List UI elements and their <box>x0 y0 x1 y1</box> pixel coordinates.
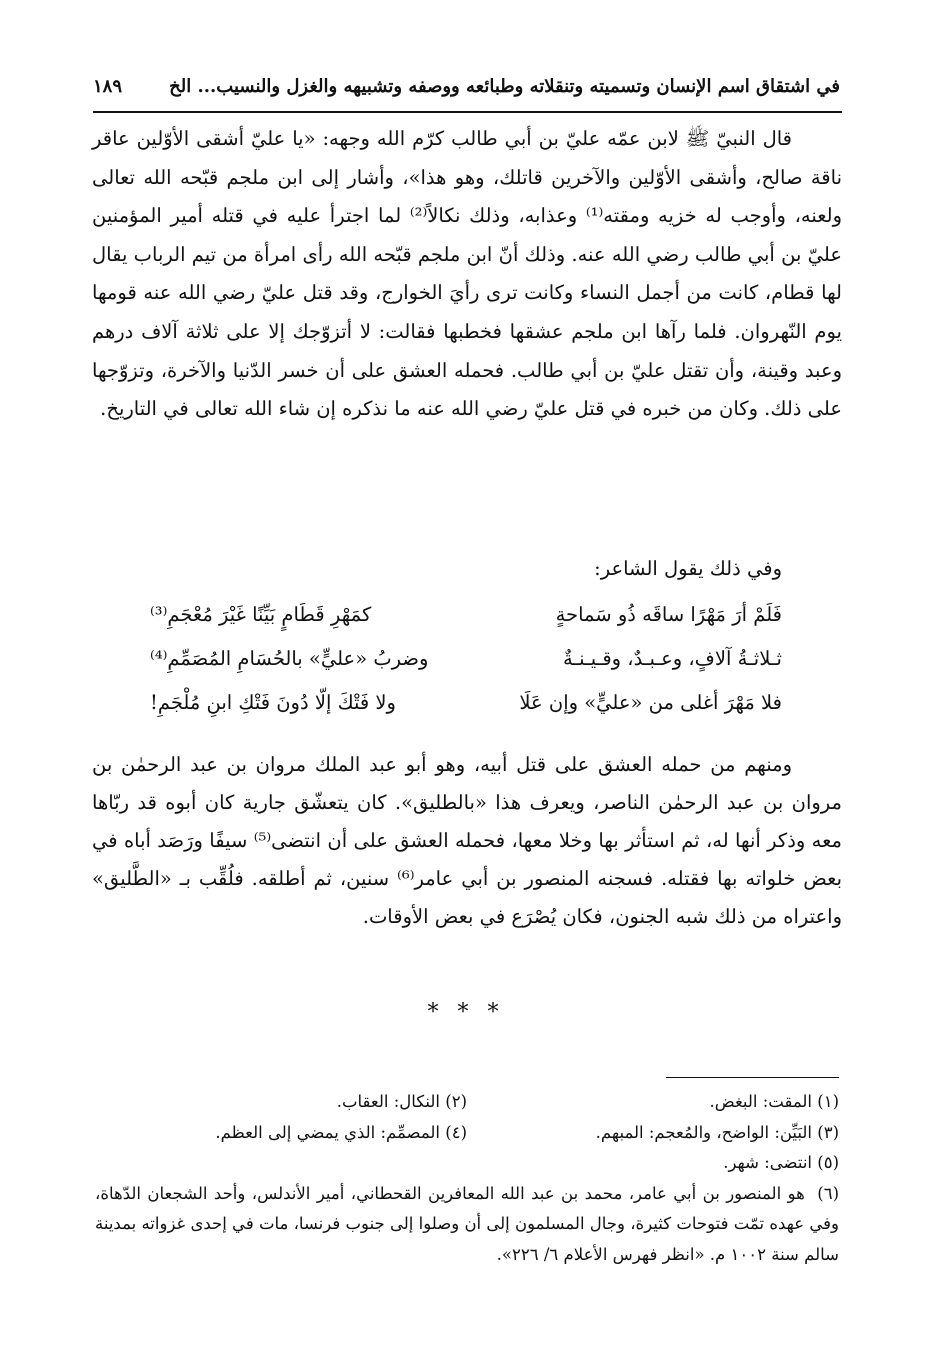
footnote-2: (٢) النكال: العقاب. <box>336 1092 467 1111</box>
verse-second-half: ولا فَتْكَ إلّا دُونَ فَتْكِ ابنِ مُلْجَمِ! <box>150 690 396 714</box>
paragraph-2: ومنهم من حمله العشق على قتل أبيه، وهو أبو عبد الملك مروان بن عبد الرحمٰن بن مروان بن عبد الرحمٰن الناصر، ويعرف هذا «بالطليق». كان يتعشّق جارية كان أبوه قد ربّاها معه وذكر أنها له، ثم استأثر بها وخلا معها، فحمله العشق على أن انتضى⁽⁵⁾ سيفًا ورَصَد أباه في بعض خلواته بها فقتله. فسجنه المنصور بن أبي عامر⁽⁶⁾ سنين، ثم أطلقه. فلُقِّب بـ «الطَّليق» واعتراه من ذلك شبه الجنون، فكان يُصْرَع في بعض الأوقات. <box>92 753 842 928</box>
verse-second-half: وضربُ «عليٍّ» بالحُسَامِ المُصَمِّمِ⁽⁴⁾ <box>150 646 429 670</box>
footnote-5: (٥) انتضى: شهر. <box>723 1153 839 1172</box>
page-number: ١٨٩ <box>93 76 123 97</box>
header-rule <box>93 111 842 113</box>
running-header <box>93 76 840 97</box>
running-title: في اشتقاق اسم الإنسان وتسميته وتنقلاته وطبائعه ووصفه وتشبيهه والغزل والنسيب... الخ <box>169 76 840 97</box>
section-separator: * * * <box>427 1000 505 1025</box>
footnote-6 <box>95 1179 839 1271</box>
footnote-4: (٤) المصمِّم: الذي يمضي إلى العظم. <box>215 1122 467 1142</box>
poem-verse <box>150 680 782 724</box>
footnote-1: (١) المقت: البغض. <box>709 1092 839 1111</box>
footnote-6-number: (٦) <box>817 1183 839 1203</box>
footnote-3: (٣) البَيِّن: الواضح، والمُعجم: المبهم. <box>595 1122 839 1142</box>
footnote-6-text: هو المنصور بن أبي عامر، محمد بن عبد الله المعافرين القحطاني، أمير الأندلس، وأحد الشجعان الدّهاة، وفي عهده تمّت فتوحات كثيرة، وجال المسلمون إلى أن وصلوا إلى جنوب فرنسا، مات في إحدى غزواته بمدينة سالم سنة ١٠٠٢ م. «انظر فهرس الأعلام ٦/ ٢٢٦». <box>95 1183 839 1264</box>
verse-first-half: فَلَمْ أرَ مَهْرًا ساقَه ذُو سَماحةٍ <box>555 602 782 626</box>
footnote-row <box>95 1148 839 1179</box>
footnote-rule <box>666 1077 839 1078</box>
main-text-continued <box>92 746 842 936</box>
poem-intro: وفي ذلك يقول الشاعر: <box>594 557 782 580</box>
main-text <box>92 120 842 429</box>
verse-first-half: ثـلاثـةُ آلافٍ، وعـبـدٌ، وقـيـنـةٌ <box>562 646 782 670</box>
footnotes <box>95 1087 839 1270</box>
paragraph-1: قال النبيّ ﷺ لابن عمّه عليّ بن أبي طالب كرّم الله وجهه: «يا عليّ أشقى الأوّلين عاقر ناقة صالح، وأشقى الأوّلين والآخرين قاتلك، وهو هذا»، وأشار إلى ابن ملجم قبّحه الله تعالى ولعنه، وأوجب له خزيه ومقته⁽¹⁾ وعذابه، وذلك نكالاً⁽²⁾ لما اجترأ عليه في قتله أمير المؤمنين عليّ بن أبي طالب رضي الله عنه. وذلك أنّ ابن ملجم قبّحه الله رأى امرأة من تيم الرباب يقال لها قطام، كانت من أجمل النساء وكانت ترى رأيَ الخوارج، وقد قتل عليّ رضي الله عنه قومها يوم النّهروان. فلما رآها ابن ملجم عشقها فخطبها فقالت: لا أتزوّجك إلا على ثلاثة آلاف درهم وعبد وقينة، وأن تقتل عليّ بن أبي طالب. فحمله العشق على أن خسر الدّنيا والآخرة، وتزوّجها على ذلك. وكان من خبره في قتل عليّ رضي الله عنه ما نذكره إن شاء الله تعالى في التاريخ. <box>92 127 843 421</box>
poem <box>150 592 782 724</box>
footnote-row <box>95 1118 839 1149</box>
poem-verse <box>150 592 782 636</box>
verse-first-half: فلا مَهْرَ أغلى من «عليٍّ» وإن عَلَا <box>519 690 782 714</box>
verse-second-half: كمَهْرِ قَطَامٍ بَيِّنًا غَيْرَ مُعْجَمِ⁽³⁾ <box>150 602 372 626</box>
poem-verse <box>150 636 782 680</box>
footnote-row <box>95 1087 839 1118</box>
